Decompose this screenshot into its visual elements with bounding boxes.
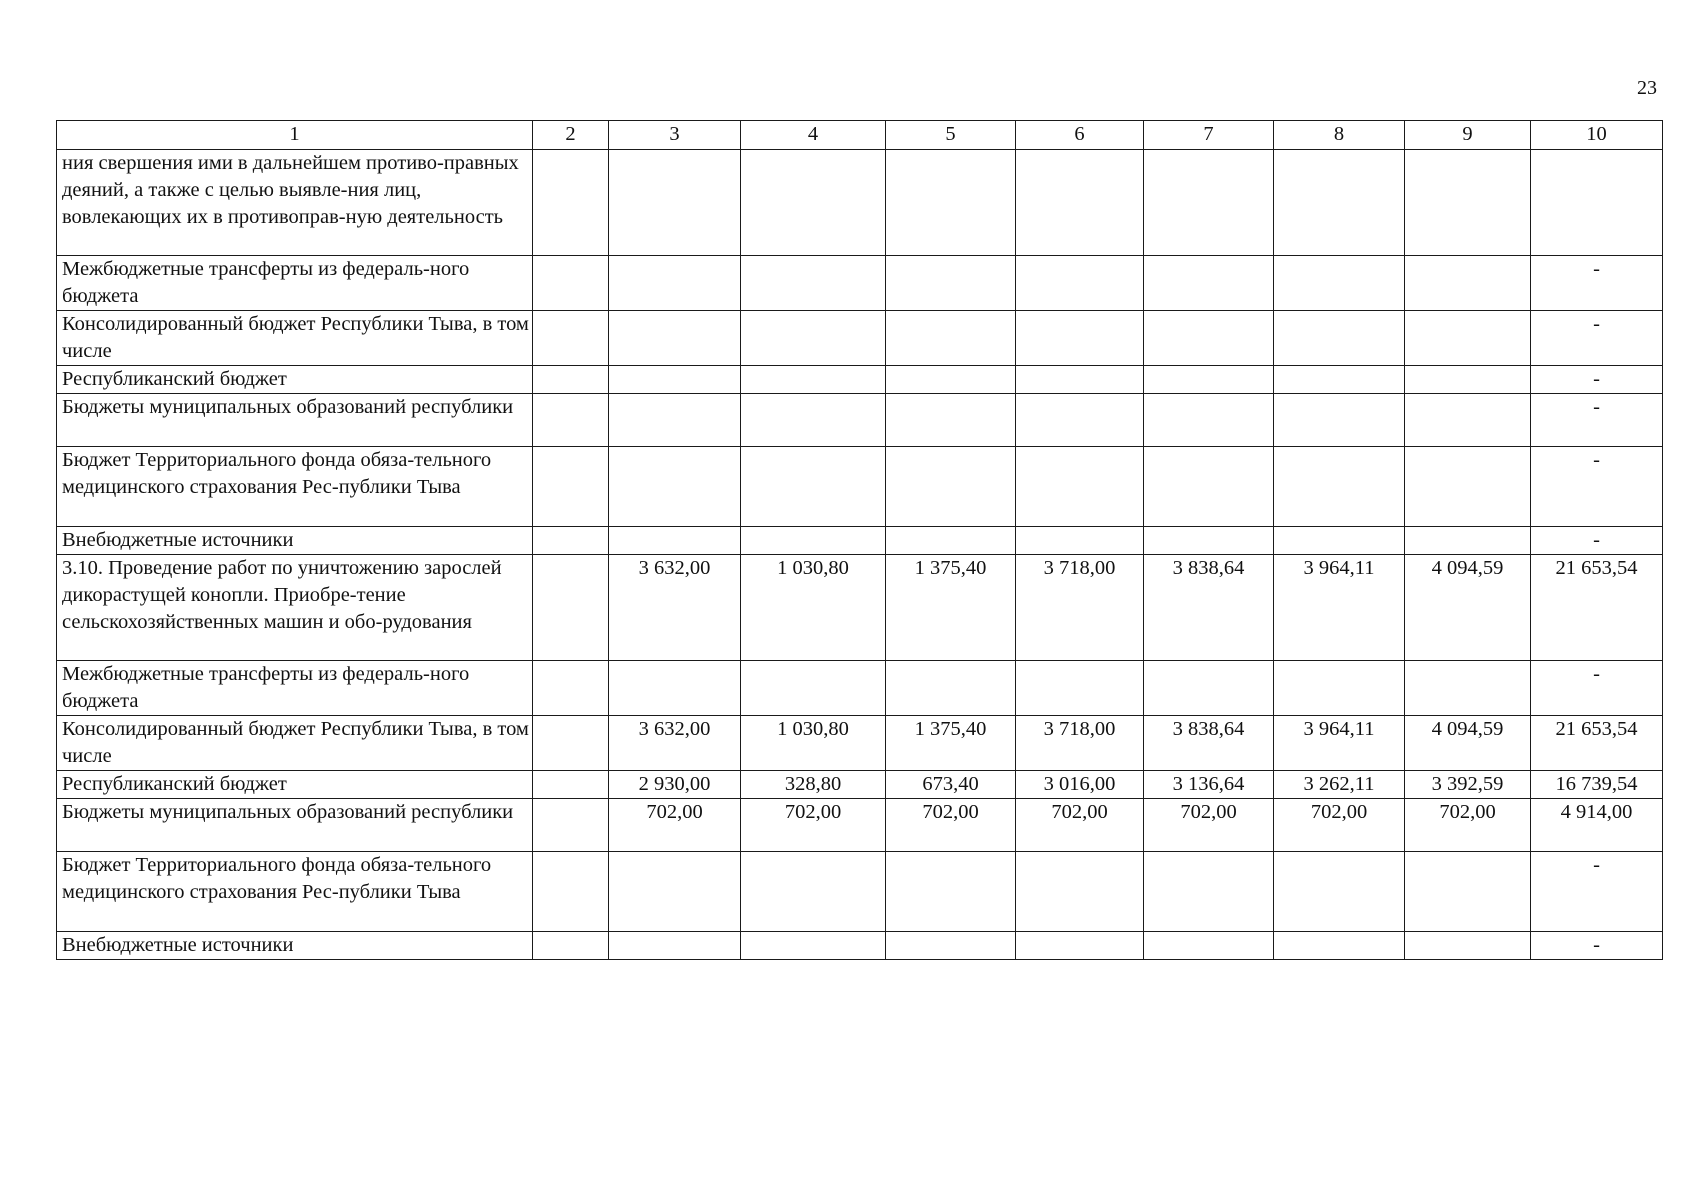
value-cell bbox=[1144, 852, 1274, 932]
value-cell: - bbox=[1531, 256, 1663, 311]
value-cell: 1 030,80 bbox=[741, 716, 886, 771]
value-cell: 4 914,00 bbox=[1531, 799, 1663, 852]
value-cell: 1 375,40 bbox=[886, 555, 1016, 661]
value-cell: 1 030,80 bbox=[741, 555, 886, 661]
value-cell bbox=[1274, 932, 1405, 960]
value-cell bbox=[886, 150, 1016, 256]
row-label: ния свершения ими в дальнейшем противо-правных деяний, а также с целью выявле-ния лиц, вовлекающих их в противоправ-ную деятельность bbox=[57, 150, 533, 256]
value-cell bbox=[741, 447, 886, 527]
table-body bbox=[57, 150, 1663, 960]
value-cell bbox=[1016, 932, 1144, 960]
value-cell bbox=[886, 852, 1016, 932]
table-row bbox=[57, 311, 1663, 366]
value-cell bbox=[1405, 852, 1531, 932]
column-header: 6 bbox=[1016, 121, 1144, 150]
value-cell: 702,00 bbox=[1144, 799, 1274, 852]
table-row bbox=[57, 716, 1663, 771]
value-cell bbox=[741, 661, 886, 716]
value-cell bbox=[533, 852, 609, 932]
value-cell bbox=[609, 527, 741, 555]
value-cell: 4 094,59 bbox=[1405, 555, 1531, 661]
value-cell bbox=[1274, 311, 1405, 366]
value-cell bbox=[1405, 311, 1531, 366]
value-cell: 702,00 bbox=[609, 799, 741, 852]
value-cell bbox=[533, 447, 609, 527]
value-cell bbox=[533, 150, 609, 256]
value-cell bbox=[533, 366, 609, 394]
value-cell: 3 136,64 bbox=[1144, 771, 1274, 799]
table-row bbox=[57, 447, 1663, 527]
budget-table bbox=[56, 120, 1663, 960]
column-header: 8 bbox=[1274, 121, 1405, 150]
value-cell bbox=[1016, 366, 1144, 394]
value-cell bbox=[609, 932, 741, 960]
value-cell bbox=[533, 527, 609, 555]
value-cell bbox=[1405, 256, 1531, 311]
value-cell bbox=[1531, 150, 1663, 256]
value-cell: 328,80 bbox=[741, 771, 886, 799]
value-cell bbox=[1144, 394, 1274, 447]
value-cell: 3 964,11 bbox=[1274, 555, 1405, 661]
row-label: Консолидированный бюджет Республики Тыва, в том числе bbox=[57, 311, 533, 366]
value-cell bbox=[1144, 256, 1274, 311]
value-cell: 702,00 bbox=[886, 799, 1016, 852]
value-cell bbox=[741, 527, 886, 555]
value-cell bbox=[886, 256, 1016, 311]
value-cell bbox=[1274, 527, 1405, 555]
row-label: Бюджет Территориального фонда обяза-тельного медицинского страхования Рес-публики Тыва bbox=[57, 447, 533, 527]
row-label: Бюджеты муниципальных образований республики bbox=[57, 799, 533, 852]
value-cell bbox=[886, 366, 1016, 394]
table-row bbox=[57, 771, 1663, 799]
value-cell bbox=[1016, 256, 1144, 311]
value-cell bbox=[886, 661, 1016, 716]
value-cell bbox=[1274, 447, 1405, 527]
value-cell bbox=[533, 799, 609, 852]
value-cell bbox=[1274, 150, 1405, 256]
value-cell bbox=[1144, 150, 1274, 256]
table-row bbox=[57, 256, 1663, 311]
table-row bbox=[57, 527, 1663, 555]
table-header bbox=[57, 121, 1663, 150]
value-cell bbox=[1016, 852, 1144, 932]
value-cell bbox=[1405, 366, 1531, 394]
value-cell bbox=[741, 852, 886, 932]
value-cell: 2 930,00 bbox=[609, 771, 741, 799]
value-cell bbox=[609, 150, 741, 256]
table-row bbox=[57, 661, 1663, 716]
value-cell bbox=[1405, 394, 1531, 447]
value-cell: 702,00 bbox=[1274, 799, 1405, 852]
value-cell bbox=[1274, 394, 1405, 447]
value-cell bbox=[1274, 366, 1405, 394]
value-cell: - bbox=[1531, 527, 1663, 555]
value-cell bbox=[886, 447, 1016, 527]
column-header: 1 bbox=[57, 121, 533, 150]
value-cell bbox=[1405, 527, 1531, 555]
value-cell bbox=[533, 661, 609, 716]
value-cell bbox=[886, 527, 1016, 555]
row-label: Республиканский бюджет bbox=[57, 366, 533, 394]
value-cell bbox=[533, 555, 609, 661]
value-cell bbox=[741, 366, 886, 394]
table-row bbox=[57, 150, 1663, 256]
value-cell: - bbox=[1531, 311, 1663, 366]
value-cell: 1 375,40 bbox=[886, 716, 1016, 771]
value-cell: 21 653,54 bbox=[1531, 716, 1663, 771]
value-cell: 4 094,59 bbox=[1405, 716, 1531, 771]
value-cell bbox=[1016, 150, 1144, 256]
value-cell: 16 739,54 bbox=[1531, 771, 1663, 799]
row-label: 3.10. Проведение работ по уничтожению зарослей дикорастущей конопли. Приобре-тение сельскохозяйственных машин и обо-рудования bbox=[57, 555, 533, 661]
value-cell bbox=[1405, 447, 1531, 527]
page-number: 23 bbox=[1637, 77, 1657, 99]
value-cell bbox=[1144, 447, 1274, 527]
value-cell: 3 016,00 bbox=[1016, 771, 1144, 799]
value-cell bbox=[609, 852, 741, 932]
value-cell bbox=[1016, 311, 1144, 366]
value-cell bbox=[741, 256, 886, 311]
value-cell bbox=[533, 256, 609, 311]
value-cell: 3 838,64 bbox=[1144, 555, 1274, 661]
row-label: Межбюджетные трансферты из федераль-ного бюджета bbox=[57, 661, 533, 716]
row-label: Внебюджетные источники bbox=[57, 527, 533, 555]
value-cell bbox=[886, 932, 1016, 960]
value-cell bbox=[609, 661, 741, 716]
value-cell bbox=[741, 932, 886, 960]
table-row bbox=[57, 366, 1663, 394]
row-label: Бюджет Территориального фонда обяза-тельного медицинского страхования Рес-публики Тыва bbox=[57, 852, 533, 932]
value-cell: 673,40 bbox=[886, 771, 1016, 799]
value-cell bbox=[609, 394, 741, 447]
header-row bbox=[57, 121, 1663, 150]
value-cell bbox=[533, 394, 609, 447]
value-cell bbox=[609, 447, 741, 527]
value-cell bbox=[609, 366, 741, 394]
value-cell: 3 718,00 bbox=[1016, 555, 1144, 661]
value-cell bbox=[609, 311, 741, 366]
column-header: 7 bbox=[1144, 121, 1274, 150]
value-cell bbox=[741, 150, 886, 256]
value-cell bbox=[1016, 527, 1144, 555]
value-cell bbox=[741, 394, 886, 447]
column-header: 4 bbox=[741, 121, 886, 150]
value-cell bbox=[533, 311, 609, 366]
value-cell: - bbox=[1531, 661, 1663, 716]
value-cell bbox=[1144, 661, 1274, 716]
value-cell bbox=[1144, 311, 1274, 366]
value-cell bbox=[886, 311, 1016, 366]
value-cell bbox=[1405, 150, 1531, 256]
value-cell bbox=[1016, 447, 1144, 527]
value-cell: - bbox=[1531, 366, 1663, 394]
value-cell: - bbox=[1531, 852, 1663, 932]
value-cell bbox=[1274, 256, 1405, 311]
value-cell bbox=[533, 716, 609, 771]
value-cell: - bbox=[1531, 447, 1663, 527]
column-header: 5 bbox=[886, 121, 1016, 150]
table-row bbox=[57, 932, 1663, 960]
value-cell: 3 262,11 bbox=[1274, 771, 1405, 799]
value-cell bbox=[1405, 661, 1531, 716]
value-cell: - bbox=[1531, 394, 1663, 447]
column-header: 3 bbox=[609, 121, 741, 150]
value-cell bbox=[1405, 932, 1531, 960]
value-cell bbox=[533, 771, 609, 799]
row-label: Внебюджетные источники bbox=[57, 932, 533, 960]
value-cell: - bbox=[1531, 932, 1663, 960]
value-cell: 3 632,00 bbox=[609, 716, 741, 771]
row-label: Консолидированный бюджет Республики Тыва, в том числе bbox=[57, 716, 533, 771]
value-cell: 702,00 bbox=[1405, 799, 1531, 852]
value-cell: 3 838,64 bbox=[1144, 716, 1274, 771]
value-cell: 21 653,54 bbox=[1531, 555, 1663, 661]
row-label: Бюджеты муниципальных образований республики bbox=[57, 394, 533, 447]
table-row bbox=[57, 394, 1663, 447]
value-cell: 3 964,11 bbox=[1274, 716, 1405, 771]
row-label: Республиканский бюджет bbox=[57, 771, 533, 799]
value-cell bbox=[1144, 527, 1274, 555]
row-label: Межбюджетные трансферты из федераль-ного бюджета bbox=[57, 256, 533, 311]
column-header: 9 bbox=[1405, 121, 1531, 150]
value-cell bbox=[1274, 852, 1405, 932]
value-cell bbox=[1274, 661, 1405, 716]
value-cell bbox=[609, 256, 741, 311]
value-cell bbox=[533, 932, 609, 960]
value-cell: 702,00 bbox=[1016, 799, 1144, 852]
value-cell bbox=[1144, 366, 1274, 394]
table-row bbox=[57, 852, 1663, 932]
value-cell bbox=[1144, 932, 1274, 960]
value-cell: 702,00 bbox=[741, 799, 886, 852]
value-cell bbox=[1016, 661, 1144, 716]
value-cell bbox=[741, 311, 886, 366]
column-header: 2 bbox=[533, 121, 609, 150]
value-cell: 3 718,00 bbox=[1016, 716, 1144, 771]
value-cell: 3 632,00 bbox=[609, 555, 741, 661]
table-row bbox=[57, 555, 1663, 661]
table-row bbox=[57, 799, 1663, 852]
value-cell: 3 392,59 bbox=[1405, 771, 1531, 799]
column-header: 10 bbox=[1531, 121, 1663, 150]
value-cell bbox=[1016, 394, 1144, 447]
value-cell bbox=[886, 394, 1016, 447]
